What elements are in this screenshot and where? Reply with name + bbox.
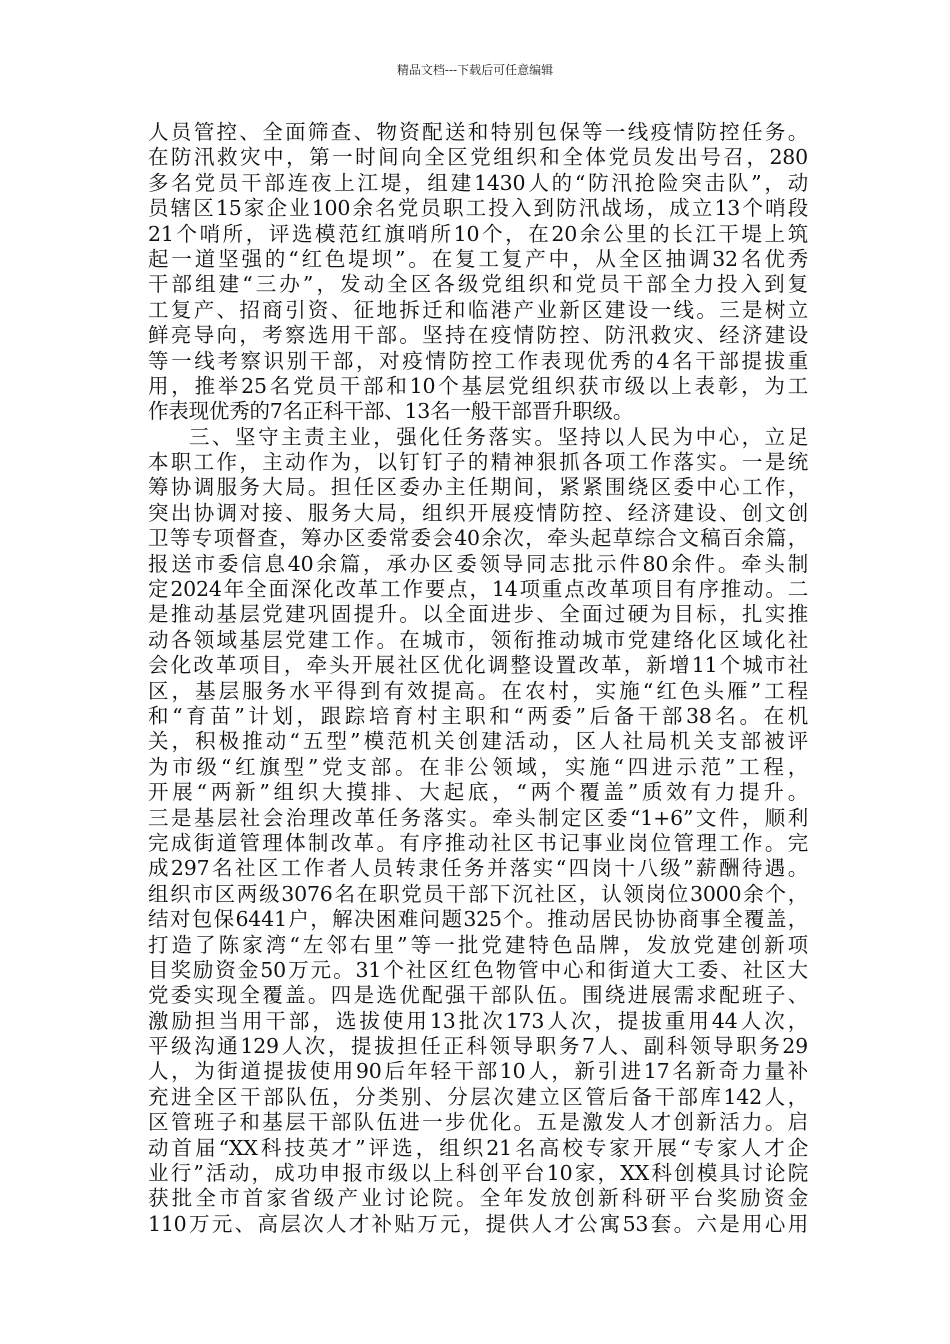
text-line: 和“育苗”计划，跟踪培育村主职和“两委”后备干部38名。在机 (148, 703, 808, 728)
text-line: 组织市区两级3076名在职党员干部下沉社区，认领岗位3000余个， (148, 881, 808, 906)
text-line: 激励担当用干部，选拔使用13批次173人次，提拔重用44人次， (148, 1008, 808, 1033)
text-line: 会化改革项目，牵头开展社区优化调整设置改革，新增11个城市社 (148, 653, 808, 678)
text-line: 起一道坚强的“红色堤坝”。在复工复产中，从全区抽调32名优秀 (148, 246, 808, 271)
text-line: 干部组建“三办”，发动全区各级党组织和党员干部全力投入到复 (148, 272, 808, 297)
text-line: 成297名社区工作者人员转隶任务并落实“四岗十八级”薪酬待遇。 (148, 856, 808, 881)
text-line: 为市级“红旗型”党支部。在非公领域，实施“四进示范”工程， (148, 754, 808, 779)
text-line: 区，基层服务水平得到有效提高。在农村，实施“红色头雁”工程 (148, 678, 808, 703)
text-line: 获批全市首家省级产业讨论院。全年发放创新科研平台奖励资金 (148, 1186, 808, 1211)
text-line: 用，推举25名党员干部和10个基层党组织获市级以上表彰，为工 (148, 373, 808, 398)
text-line: 人员管控、全面筛查、物资配送和特别包保等一线疫情防控任务。 (148, 120, 808, 144)
text-line: 党委实现全覆盖。四是选优配强干部队伍。围绕进展需求配班子、 (148, 983, 808, 1008)
text-line: 完成街道管理体制改革。有序推动社区书记事业岗位管理工作。完 (148, 830, 808, 855)
text-line: 筹协调服务大局。担任区委办主任期间，紧紧围绕区委中心工作， (148, 475, 808, 500)
text-line: 平级沟通129人次，提拔担任正科领导职务7人、副科领导职务29 (148, 1034, 808, 1059)
text-line: 区管班子和基层干部队伍进一步优化。五是激发人才创新活力。启 (148, 1110, 808, 1135)
text-line: 动各领域基层党建工作。在城市，领衔推动城市党建络化区域化社 (148, 627, 808, 652)
text-line: 打造了陈家湾“左邻右里”等一批党建特色品牌，发放党建创新项 (148, 932, 808, 957)
text-line: 目奖励资金50万元。31个社区红色物管中心和街道大工委、社区大 (148, 957, 808, 982)
page-header: 精品文档---下载后可任意编辑 (396, 63, 554, 77)
text-line: 110万元、高层次人才补贴万元，提供人才公寓53套。六是用心用 (148, 1211, 808, 1236)
text-line: 本职工作，主动作为，以钉钉子的精神狠抓各项工作落实。一是统 (148, 450, 808, 475)
text-line: 三是基层社会治理改革任务落实。牵头制定区委“1+6”文件，顺利 (148, 805, 808, 830)
text-line: 业行”活动，成功申报市级以上科创平台10家，XX科创模具讨论院 (148, 1161, 808, 1186)
text-line: 结对包保6441户，解决困难问题325个。推动居民协协商事全覆盖， (148, 907, 808, 932)
text-line: 多名党员干部连夜上江堤，组建1430人的“防汛抢险突击队”，动 (148, 170, 808, 195)
text-line: 动首届“XX科技英才”评选，组织21名高校专家开展“专家人才企 (148, 1135, 808, 1160)
text-line: 在防汛救灾中，第一时间向全区党组织和全体党员发出号召，280 (148, 145, 808, 170)
text-line: 作表现优秀的7名正科干部、13名一般干部晋升职级。 (148, 399, 634, 424)
text-line: 人，为街道提拔使用90后年轻干部10人，新引进17名新奇力量补 (148, 1059, 808, 1084)
text-line: 工复产、招商引资、征地拆迁和临港产业新区建设一线。三是树立 (148, 297, 808, 322)
text-line: 关，积极推动“五型”模范机关创建活动，区人社局机关支部被评 (148, 729, 808, 754)
text-line: 员辖区15家企业100余名党员职工投入到防汛战场，成立13个哨段 (148, 196, 808, 221)
text-line: 突出协调对接、服务大局，组织开展疫情防控、经济建设、创文创 (148, 500, 808, 525)
text-line: 报送市委信息40余篇，承办区委领导同志批示件80余件。牵头制 (148, 551, 808, 576)
text-line: 卫等专项督查，筹办区委常委会40余次，牵头起草综合文稿百余篇， (148, 526, 808, 551)
text-line: 定2024年全面深化改革工作要点，14项重点改革项目有序推动。二 (148, 577, 808, 602)
text-line: 三、坚守主责主业，强化任务落实。坚持以人民为中心，立足 (189, 424, 808, 449)
text-line: 是推动基层党建巩固提升。以全面进步、全面过硬为目标，扎实推 (148, 602, 808, 627)
text-line: 开展“两新”组织大摸排、大起底，“两个覆盖”质效有力提升。 (148, 780, 808, 805)
text-line: 充进全区干部队伍，分类别、分层次建立区管后备干部库142人， (148, 1084, 808, 1109)
text-line: 21个哨所，评选模范红旗哨所10个，在20余公里的长江干堤上筑 (148, 221, 808, 246)
text-line: 鲜亮导向，考察选用干部。坚持在疫情防控、防汛救灾、经济建设 (148, 323, 808, 348)
text-line: 等一线考察识别干部，对疫情防控工作表现优秀的4名干部提拔重 (148, 348, 808, 373)
document-body (148, 120, 808, 1237)
